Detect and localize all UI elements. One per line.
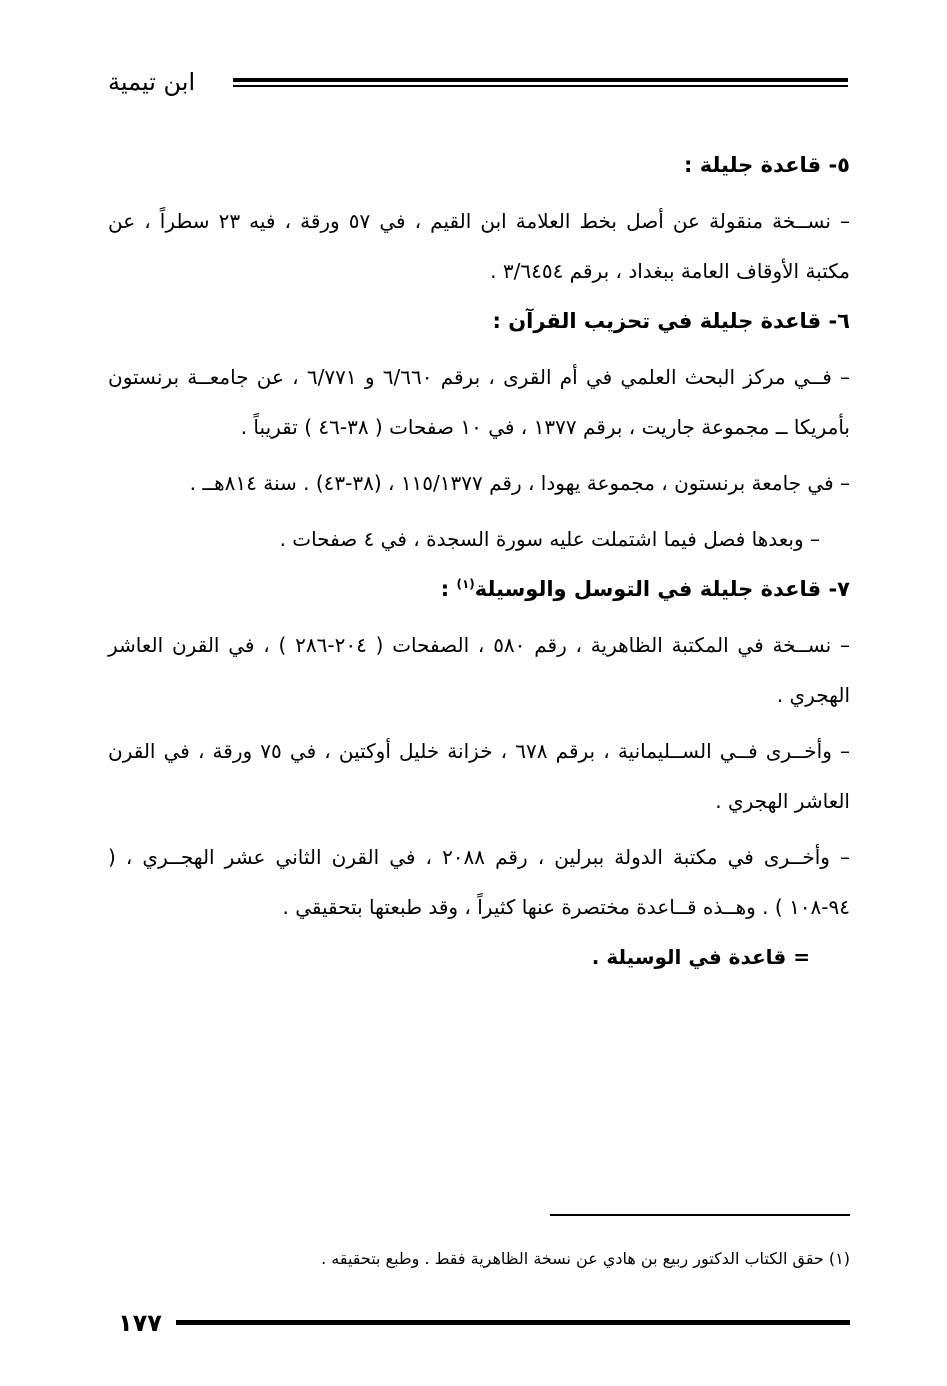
section-7-heading-colon: : xyxy=(440,577,457,601)
section-7-note: = قاعدة في الوسيلة . xyxy=(591,945,810,969)
header-rule-thin xyxy=(233,85,848,87)
page-footer xyxy=(108,1305,850,1345)
section-6-paragraph-1: – فــي مركز البحث العلمي في أم القرى ، برقم ٦/٦٦٠ و ٦/٧٧١ ، عن جامعــة برنستون بأمريكا ــ مجموعة جاريت ، برقم ١٣٧٧ ، في ١٠ صفحات ( ٣٨-٤٦ ) تقريباً . xyxy=(108,365,850,439)
footnote: (١) حقق الكتاب الدكتور ربيع بن هادي عن نسخة الظاهرية فقط . وطبع بتحقيقه . xyxy=(321,1249,850,1268)
section-5-paragraph-1: – نســخة منقولة عن أصل بخط العلامة ابن القيم ، في ٥٧ ورقة ، فيه ٢٣ سطراً ، عن مكتبة الأوقاف العامة ببغداد ، برقم ٣/٦٤٥٤ . xyxy=(108,209,850,283)
header-title: ابن تيمية xyxy=(108,68,196,96)
footer-rule xyxy=(176,1320,850,1325)
section-6-paragraph-3: – وبعدها فصل فيما اشتملت عليه سورة السجدة ، في ٤ صفحات . xyxy=(279,527,820,551)
section-7-paragraph-2: – وأخــرى فــي الســليمانية ، برقم ٦٧٨ ، خزانة خليل أوكتين ، في ٧٥ ورقة ، في القرن العاشر الهجري . xyxy=(108,739,850,813)
section-7-paragraph-1: – نســخة في المكتبة الظاهرية ، رقم ٥٨٠ ، الصفحات ( ٢٠٤-٢٨٦ ) ، في القرن العاشر الهجري . xyxy=(108,633,850,707)
section-5-heading: ٥- قاعدة جليلة : xyxy=(684,153,850,177)
running-header xyxy=(108,62,848,102)
section-7-paragraph-3: – وأخــرى في مكتبة الدولة ببرلين ، رقم ٢٠٨٨ ، في القرن الثاني عشر الهجــري ، ( ٩٤-١٠٨ ) . وهــذه قــاعدة مختصرة عنها كثيراً ، وقد طبعتها بتحقيقي . xyxy=(108,845,850,919)
footnote-reference: (١) xyxy=(456,577,475,591)
main-text xyxy=(108,140,850,982)
section-6-paragraph-2: – في جامعة برنستون ، مجموعة يهودا ، رقم ١١٥/١٣٧٧ ، (٣٨-٤٣) . سنة ٨١٤هــ . xyxy=(189,471,850,495)
page-number: ١٧٧ xyxy=(118,1309,162,1337)
section-7-heading xyxy=(108,564,850,614)
section-6-heading: ٦- قاعدة جليلة في تحزيب القرآن : xyxy=(492,309,850,333)
header-rule xyxy=(233,78,848,82)
section-7-heading-text: ٧- قاعدة جليلة في التوسل والوسيلة xyxy=(474,577,850,601)
footnote-separator xyxy=(550,1214,850,1216)
